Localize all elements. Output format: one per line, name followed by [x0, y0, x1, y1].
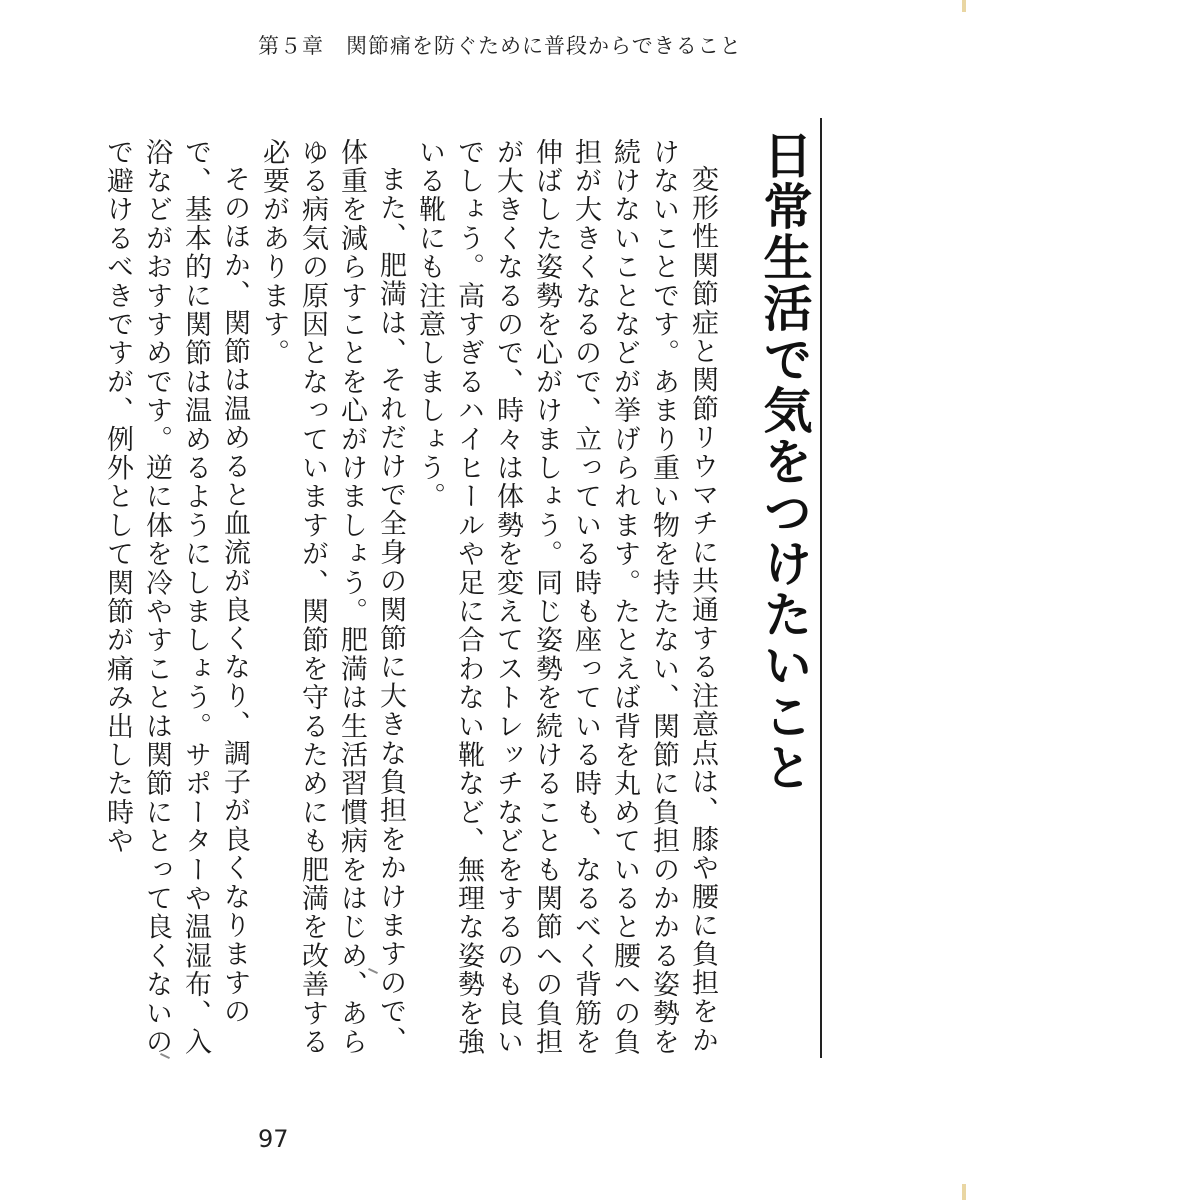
section-title: 日常生活で気をつけたいこと: [756, 130, 813, 793]
paragraph: また、肥満は、それだけで全身の関節に大きな負担をかけますので、体重を減らすことを心がけましょう。肥満は生活習慣病をはじめ、あらゆる病気の原因となっていますが、関節を守るためにも肥満を改善する必要があります。: [258, 138, 406, 1057]
page-edge-mark: [962, 0, 966, 12]
running-head: 第５章 関節痛を防ぐために普段からできること: [258, 34, 742, 58]
paragraph: 変形性関節症と関節リウマチに共通する注意点は、膝や腰に負担をかけないことです。あまり重い物を持たない、関節に負担のかかる姿勢を続けないことなどが挙げられます。たとえば背を丸めていると腰への負担が大きくなるので、立っている時も座っている時も、なるべく背筋を伸ばした姿勢を心がけましょう。同じ姿勢を続けることも関節への負担が大きくなるので、時々は体勢を変えてストレッチなどをするのも良いでしょう。高すぎるハイヒールや足に合わない靴など、無理な姿勢を強いる靴にも注意しましょう。: [414, 138, 718, 1057]
title-rule: [820, 118, 822, 1058]
page-number: 97: [258, 1125, 289, 1153]
page-edge-mark: [962, 1184, 966, 1200]
paragraph: そのほか、関節は温めると血流が良くなり、調子が良くなりますので、基本的に関節は温めるようにしましょう。サポーターや温湿布、入浴などがおすすめです。逆に体を冷やすことは関節にとって良くないので避けるべきですが、例外として関節が痛み出した時や: [102, 138, 250, 1057]
body-text: [102, 138, 722, 1078]
section-title-block: [756, 118, 822, 1058]
